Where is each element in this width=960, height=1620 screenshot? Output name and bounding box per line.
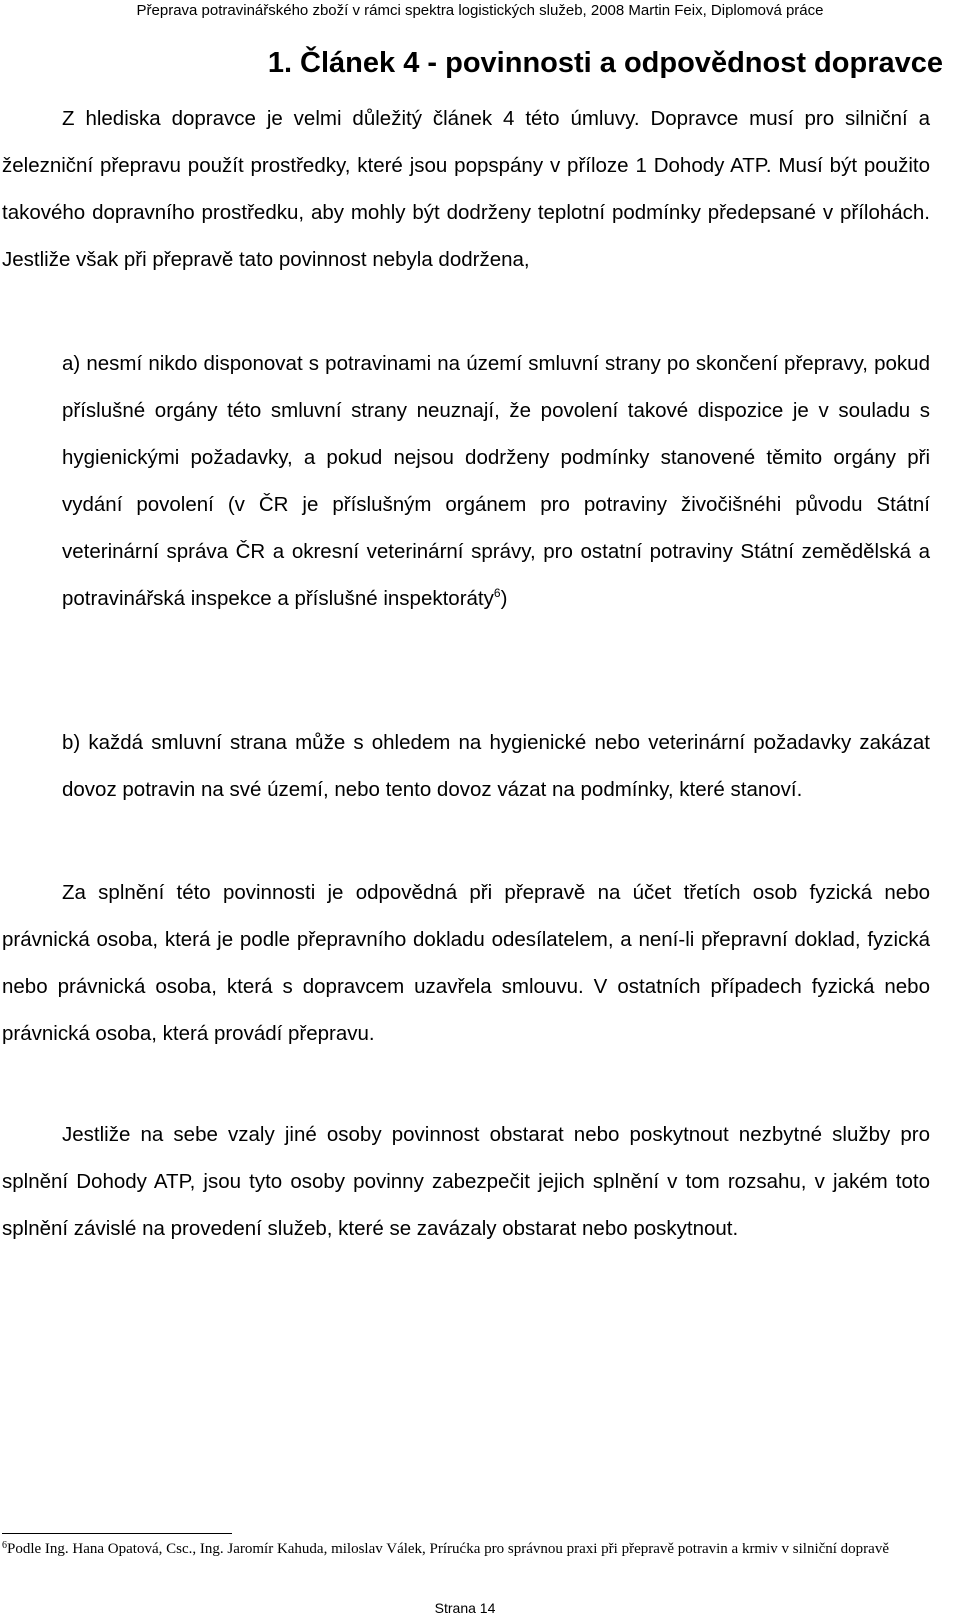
page-number: Strana 14 [434,1600,496,1616]
footnote-marker: 6 [2,1540,7,1551]
footnote-separator [2,1533,232,1534]
intro-paragraph: Z hlediska dopravce je velmi důležitý článek 4 této úmluvy. Dopravce musí pro silniční a železniční přepravu použít prostředky, které jsou popspány v příloze 1 Dohody ATP. Musí být použito takového dopravního prostředku, aby mohly být dodrženy teplotní podmínky předepsané v přílohách. Jestliže však při přepravě tato povinnost nebyla dodržena, [2,107,930,271]
responsibility-paragraph: Za splnění této povinnosti je odpovědná při přepravě na účet třetích osob fyzická nebo právnická osoba, která je podle přepravního dokladu odesílatelem, a není-li přepravní doklad, fyzická nebo právnická osoba, která s dopravcem uzavřela smlouvu. V ostatních případech fyzická nebo právnická osoba, která provádí přepravu. [2,881,930,1045]
list-item-a [62,340,930,622]
footnote-reference: 6 [493,586,501,600]
footnote [2,1539,927,1560]
services-paragraph: Jestliže na sebe vzaly jiné osoby povinnost obstarat nebo poskytnout nezbytné služby pro splnění Dohody ATP, jsou tyto osoby povinny zabezpečit jejich splnění v tom rozsahu, v jakém toto splnění závislé na provedení služeb, které se zavázaly obstarat nebo poskytnout. [2,1123,930,1240]
running-header: Přeprava potravinářského zboží v rámci spektra logistických služeb, 2008 Martin Feix, Diplomová práce [136,2,824,19]
footnote-text: Podle Ing. Hana Opatová, Csc., Ing. Jaromír Kahuda, miloslav Válek, Prírućka pro správnou praxi při přepravě potravin a krmiv v silniční dopravě [7,1541,889,1557]
section-heading: 1. Článek 4 - povinnosti a odpovědnost dopravce [267,47,943,79]
list-item-a-close: ) [500,587,508,610]
list-item-b: b) každá smluvní strana může s ohledem na hygienické nebo veterinární požadavky zakázat dovoz potravin na své území, nebo tento dovoz vázat na podmínky, které stanoví. [62,731,930,801]
list-item-a-text: a) nesmí nikdo disponovat s potravinami na území smluvní strany po skončení přepravy, pokud příslušné orgány této smluvní strany neuznají, že povolení takové dispozice je v souladu s hygienickými požadavky, a pokud nejsou dodrženy podmínky stanovené těmito orgány při vydání povolení (v ČR je příslušným orgánem pro potraviny živočišnéhi původu Státní veterinární správa ČR a okresní veterinární správy, pro ostatní potraviny Státní zemědělská a potravinářská inspekce a příslušné inspektoráty [62,352,930,610]
